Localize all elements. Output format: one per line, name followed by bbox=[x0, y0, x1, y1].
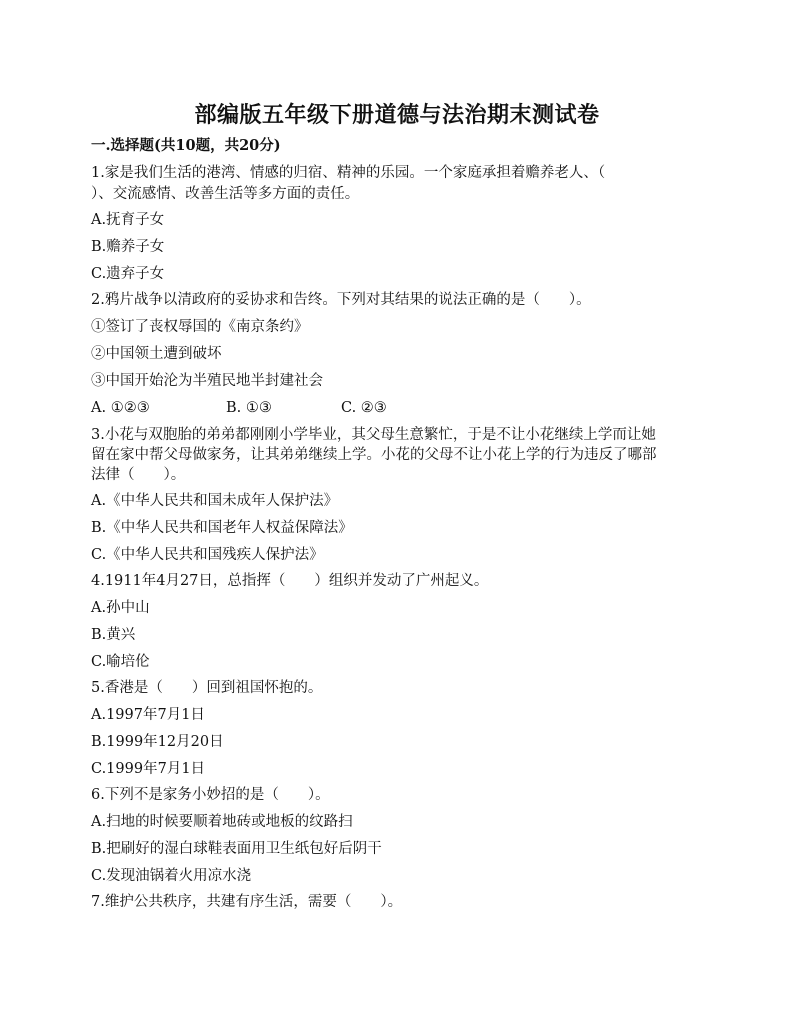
question-5-option-c: C.1999年7月1日 bbox=[91, 761, 206, 777]
question-3-stem-line-3: 法律（ ）。 bbox=[91, 467, 186, 483]
question-2-options bbox=[91, 398, 387, 418]
question-4-option-a: A.孙中山 bbox=[91, 600, 150, 616]
question-3-option-a: A.《中华人民共和国未成年人保护法》 bbox=[91, 493, 339, 509]
question-1-stem-line-2: ）、交流感情、改善生活等多方面的责任。 bbox=[91, 186, 360, 202]
question-2-stem: 2.鸦片战争以清政府的妥协求和告终。下列对其结果的说法正确的是（ ）。 bbox=[91, 292, 591, 308]
question-6-option-a: A.扫地的时候要顺着地砖或地板的纹路扫 bbox=[91, 814, 353, 830]
question-3-stem-line-1: 3.小花与双胞胎的弟弟都刚刚小学毕业，其父母生意繁忙，于是不让小花继续上学而让她 bbox=[91, 427, 656, 443]
question-5-option-b: B.1999年12月20日 bbox=[91, 734, 224, 750]
question-2-option-b: B. ①③ bbox=[226, 400, 272, 416]
question-4-stem: 4.1911年4月27日，总指挥（ ）组织并发动了广州起义。 bbox=[91, 573, 489, 589]
question-3-option-c: C.《中华人民共和国残疾人保护法》 bbox=[91, 547, 324, 563]
page-title: 部编版五年级下册道德与法治期末测试卷 bbox=[194, 102, 600, 128]
question-5-stem: 5.香港是（ ）回到祖国怀抱的。 bbox=[91, 680, 323, 696]
question-3-stem-line-2: 留在家中帮父母做家务，让其弟弟继续上学。小花的父母不让小花上学的行为违反了哪部 bbox=[91, 447, 657, 463]
question-1-option-b: B.赡养子女 bbox=[91, 239, 165, 255]
question-2-option-c: C. ②③ bbox=[341, 400, 387, 416]
question-1-stem-line-1: 1.家是我们生活的港湾、情感的归宿、精神的乐园。一个家庭承担着赡养老人、（ bbox=[91, 165, 606, 181]
question-2-option-a: A. ①②③ bbox=[91, 400, 150, 416]
question-6-option-c: C.发现油锅着火用凉水浇 bbox=[91, 868, 252, 884]
question-4-option-b: B.黄兴 bbox=[91, 627, 136, 643]
question-2-statement-3: ③中国开始沦为半殖民地半封建社会 bbox=[91, 373, 323, 389]
question-2-statement-1: ①签订了丧权辱国的《南京条约》 bbox=[91, 319, 309, 335]
question-2-statement-2: ②中国领土遭到破坏 bbox=[91, 346, 222, 362]
question-6-stem: 6.下列不是家务小妙招的是（ ）。 bbox=[91, 787, 330, 803]
question-6-option-b: B.把刷好的湿白球鞋表面用卫生纸包好后阴干 bbox=[91, 841, 382, 857]
question-5-option-a: A.1997年7月1日 bbox=[91, 707, 205, 723]
question-1-option-c: C.遗弃子女 bbox=[91, 266, 165, 282]
question-7-stem: 7.维护公共秩序，共建有序生活，需要（ ）。 bbox=[91, 894, 403, 910]
question-1-option-a: A.抚育子女 bbox=[91, 212, 165, 228]
question-4-option-c: C.喻培伦 bbox=[91, 654, 150, 670]
section-heading: 一.选择题(共10题，共20分) bbox=[91, 137, 281, 154]
question-3-option-b: B.《中华人民共和国老年人权益保障法》 bbox=[91, 520, 353, 536]
